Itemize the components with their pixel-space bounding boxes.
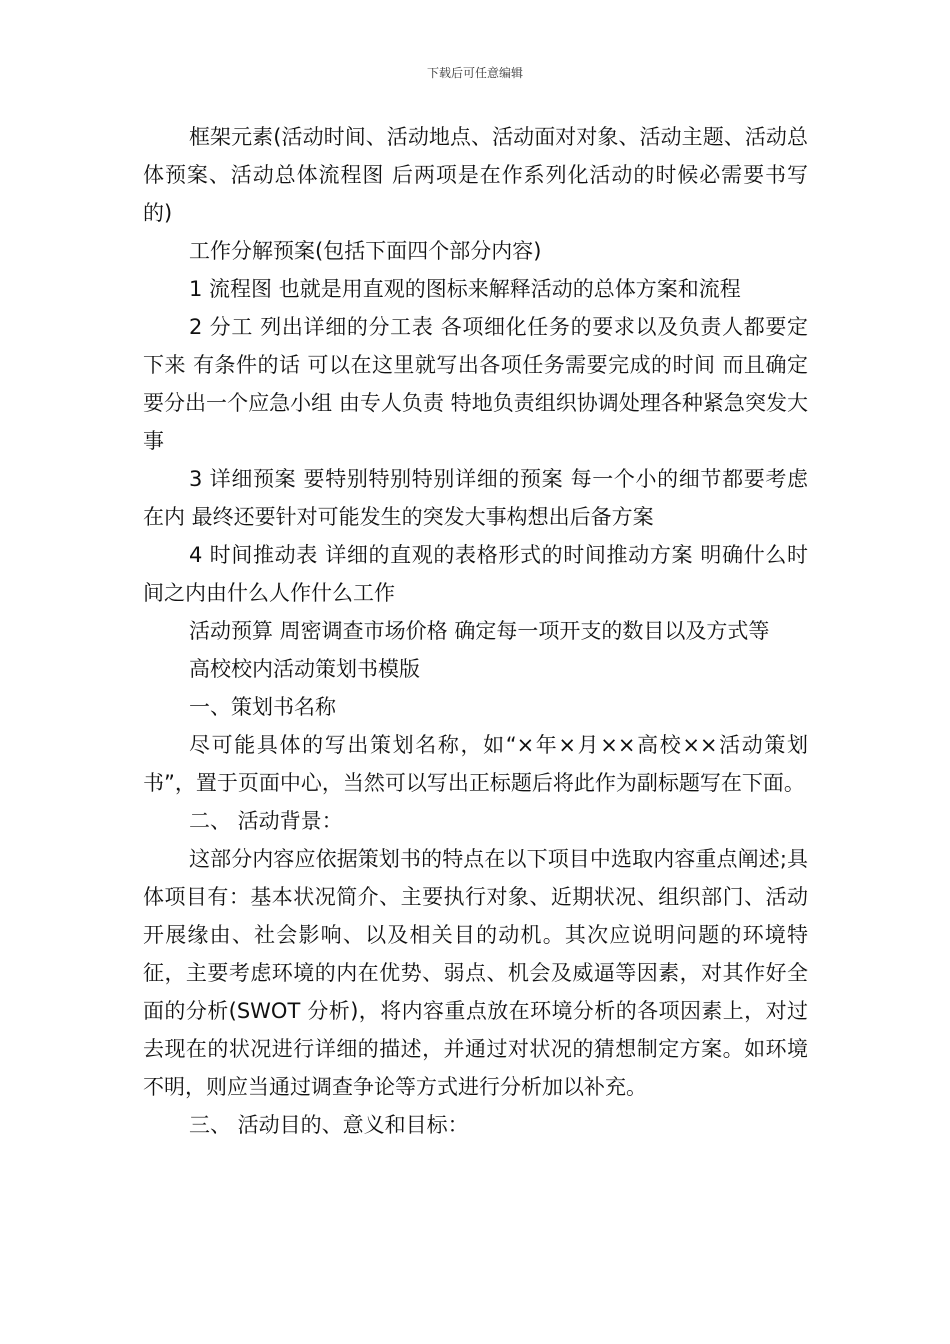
- paragraph-plan-name: 尽可能具体的写出策划名称，如“×年×月××高校××活动策划书”，置于页面中心，当然可以写出正标题后将此作为副标题写在下面。: [143, 733, 808, 795]
- section-title-template: 高校校内活动策划书模版: [189, 657, 420, 681]
- paragraph-detailed-plan: 3 详细预案 要特别特别特别详细的预案 每一个小的细节都要考虑在内 最终还要针对可能发生的突发大事构想出后备方案: [143, 467, 808, 529]
- document-body: [143, 118, 808, 1144]
- paragraph-background: 这部分内容应依据策划书的特点在以下项目中选取内容重点阐述;具体项目有：基本状况简介、主要执行对象、近期状况、组织部门、活动开展缘由、社会影响、以及相关目的动机。其次应说明问题的环境特征，主要考虑环境的内在优势、弱点、机会及威逼等因素，对其作好全面的分析(SWOT 分析)，将内容重点放在环境分析的各项因素上，对过去现在的状况进行详细的描述，并通过对状况的猜想制定方案。如环境不明，则应当通过调查争论等方式进行分析加以补充。: [143, 847, 808, 1099]
- paragraph-division-of-labor: 2 分工 列出详细的分工表 各项细化任务的要求以及负责人都要定下来 有条件的话 可以在这里就写出各项任务需要完成的时间 而且确定要分出一个应急小组 由专人负责 特地负责组织协调处理各种紧急突发大事: [143, 315, 808, 453]
- paragraph-framework-elements: 框架元素(活动时间、活动地点、活动面对对象、活动主题、活动总体预案、活动总体流程图 后两项是在作系列化活动的时候必需要书写的): [143, 125, 808, 225]
- heading-purpose: 三、 活动目的、意义和目标：: [189, 1113, 469, 1137]
- paragraph-flowchart: 1 流程图 也就是用直观的图标来解释活动的总体方案和流程: [189, 277, 741, 301]
- page-header: 下载后可任意编辑: [426, 66, 523, 80]
- heading-plan-name: 一、策划书名称: [189, 695, 336, 719]
- paragraph-work-breakdown: 工作分解预案(包括下面四个部分内容): [189, 239, 542, 263]
- heading-background: 二、 活动背景：: [189, 809, 343, 833]
- paragraph-timeline: 4 时间推动表 详细的直观的表格形式的时间推动方案 明确什么时间之内由什么人作什么工作: [143, 543, 808, 605]
- paragraph-budget: 活动预算 周密调查市场价格 确定每一项开支的数目以及方式等: [189, 619, 770, 643]
